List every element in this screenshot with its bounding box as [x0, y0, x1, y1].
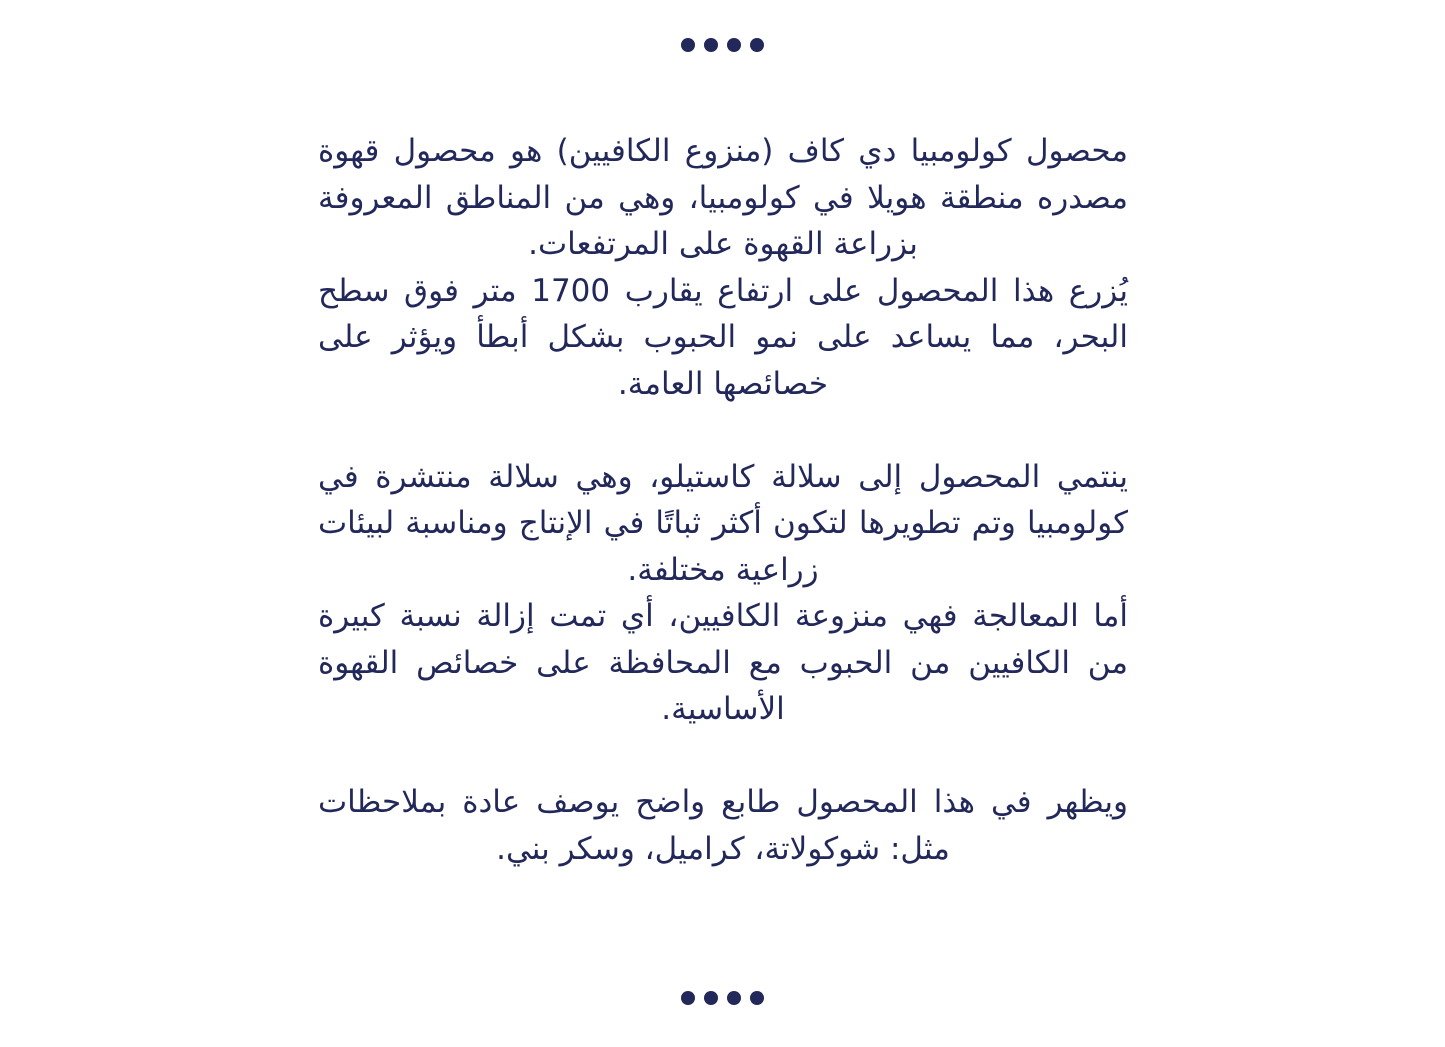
- paragraph-processing: أما المعالجة فهي منزوعة الكافيين، أي تمت إزالة نسبة كبيرة من الكافيين من الحبوب مع المحافظة على خصائص القهوة الأساسية.: [318, 598, 1128, 727]
- top-dots-divider: [0, 38, 1445, 52]
- dot-icon: [681, 991, 695, 1005]
- dot-icon: [704, 38, 718, 52]
- paragraph-origin: محصول كولومبيا دي كاف (منزوع الكافيين) هو محصول قهوة مصدره منطقة هويلا في كولومبيا، وهي من المناطق المعروفة بزراعة القهوة على المرتفعات.: [318, 133, 1128, 262]
- paragraph-altitude: يُزرع هذا المحصول على ارتفاع يقارب 1700 متر فوق سطح البحر، مما يساعد على نمو الحبوب بشكل أبطأ ويؤثر على خصائصها العامة.: [318, 272, 1128, 402]
- dot-icon: [727, 38, 741, 52]
- dot-icon: [750, 38, 764, 52]
- dot-icon: [750, 991, 764, 1005]
- paragraph-variety: ينتمي المحصول إلى سلالة كاستيلو، وهي سلالة منتشرة في كولومبيا وتم تطويرها لتكون أكثر ثباتًا في الإنتاج ومناسبة لبيئات زراعية مختلفة.: [318, 458, 1128, 588]
- paragraph-spacer: [318, 407, 1128, 454]
- description-body: [318, 128, 1128, 872]
- dot-icon: [681, 38, 695, 52]
- dot-icon: [727, 991, 741, 1005]
- dot-icon: [704, 991, 718, 1005]
- bottom-dots-divider: [0, 991, 1445, 1005]
- paragraph-spacer: [318, 733, 1128, 780]
- paragraph-tasting-notes: ويظهر في هذا المحصول طابع واضح يوصف عادة بملاحظات مثل: شوكولاتة، كراميل، وسكر بني.: [318, 784, 1128, 867]
